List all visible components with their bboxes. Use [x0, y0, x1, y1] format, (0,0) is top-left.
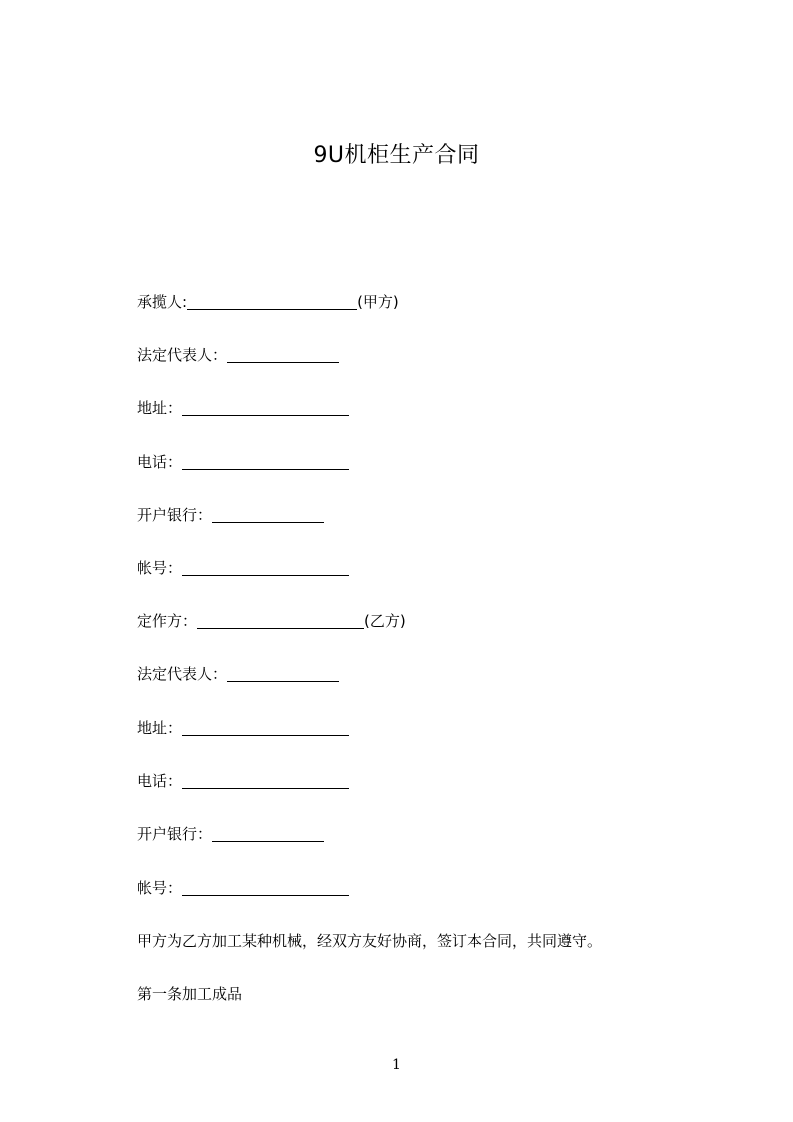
party-b-address-label: 地址：: [137, 719, 183, 737]
party-b-bank-blank: [212, 822, 324, 842]
party-a-contractor-field: [137, 290, 399, 314]
party-b-client-field: [137, 609, 406, 633]
party-b-representative-blank: [227, 662, 339, 682]
party-a-address-blank: [182, 396, 349, 416]
party-a-account-label: 帐号：: [137, 559, 183, 577]
party-b-phone-label: 电话：: [137, 772, 183, 790]
party-b-bank-field: [137, 822, 324, 846]
party-b-phone-blank: [182, 769, 349, 789]
party-b-address-blank: [182, 716, 349, 736]
party-a-suffix: (甲方): [357, 293, 399, 311]
party-a-phone-blank: [182, 450, 349, 470]
party-b-account-blank: [182, 876, 349, 896]
party-b-bank-label: 开户银行：: [137, 825, 213, 843]
party-a-representative-blank: [227, 343, 339, 363]
party-a-phone-label: 电话：: [137, 453, 183, 471]
party-b-phone-field: [137, 769, 349, 793]
party-a-address-label: 地址：: [137, 399, 183, 417]
party-a-contractor-blank: [187, 290, 357, 310]
party-a-bank-field: [137, 503, 324, 527]
party-b-representative-label: 法定代表人：: [137, 665, 228, 683]
document-title: 9U机柜生产合同: [313, 143, 480, 168]
party-a-account-field: [137, 556, 349, 580]
party-b-client-blank: [197, 609, 364, 629]
party-a-bank-blank: [212, 503, 324, 523]
party-b-suffix: (乙方): [364, 612, 406, 630]
party-a-phone-field: [137, 450, 349, 474]
party-a-contractor-label: 承揽人:: [137, 293, 188, 311]
party-a-account-blank: [182, 556, 349, 576]
intro-paragraph: 甲方为乙方加工某种机械，经双方友好协商，签订本合同，共同遵守。: [137, 932, 603, 950]
party-b-account-label: 帐号：: [137, 879, 183, 897]
page-number: 1: [392, 1057, 401, 1073]
party-b-account-field: [137, 876, 349, 900]
party-a-bank-label: 开户银行：: [137, 506, 213, 524]
party-b-representative-field: [137, 662, 339, 686]
party-b-address-field: [137, 716, 349, 740]
party-b-client-label: 定作方：: [137, 612, 198, 630]
party-a-representative-field: [137, 343, 339, 367]
party-a-address-field: [137, 396, 349, 420]
party-a-representative-label: 法定代表人：: [137, 346, 228, 364]
article-1-heading: 第一条加工成品: [137, 985, 243, 1003]
